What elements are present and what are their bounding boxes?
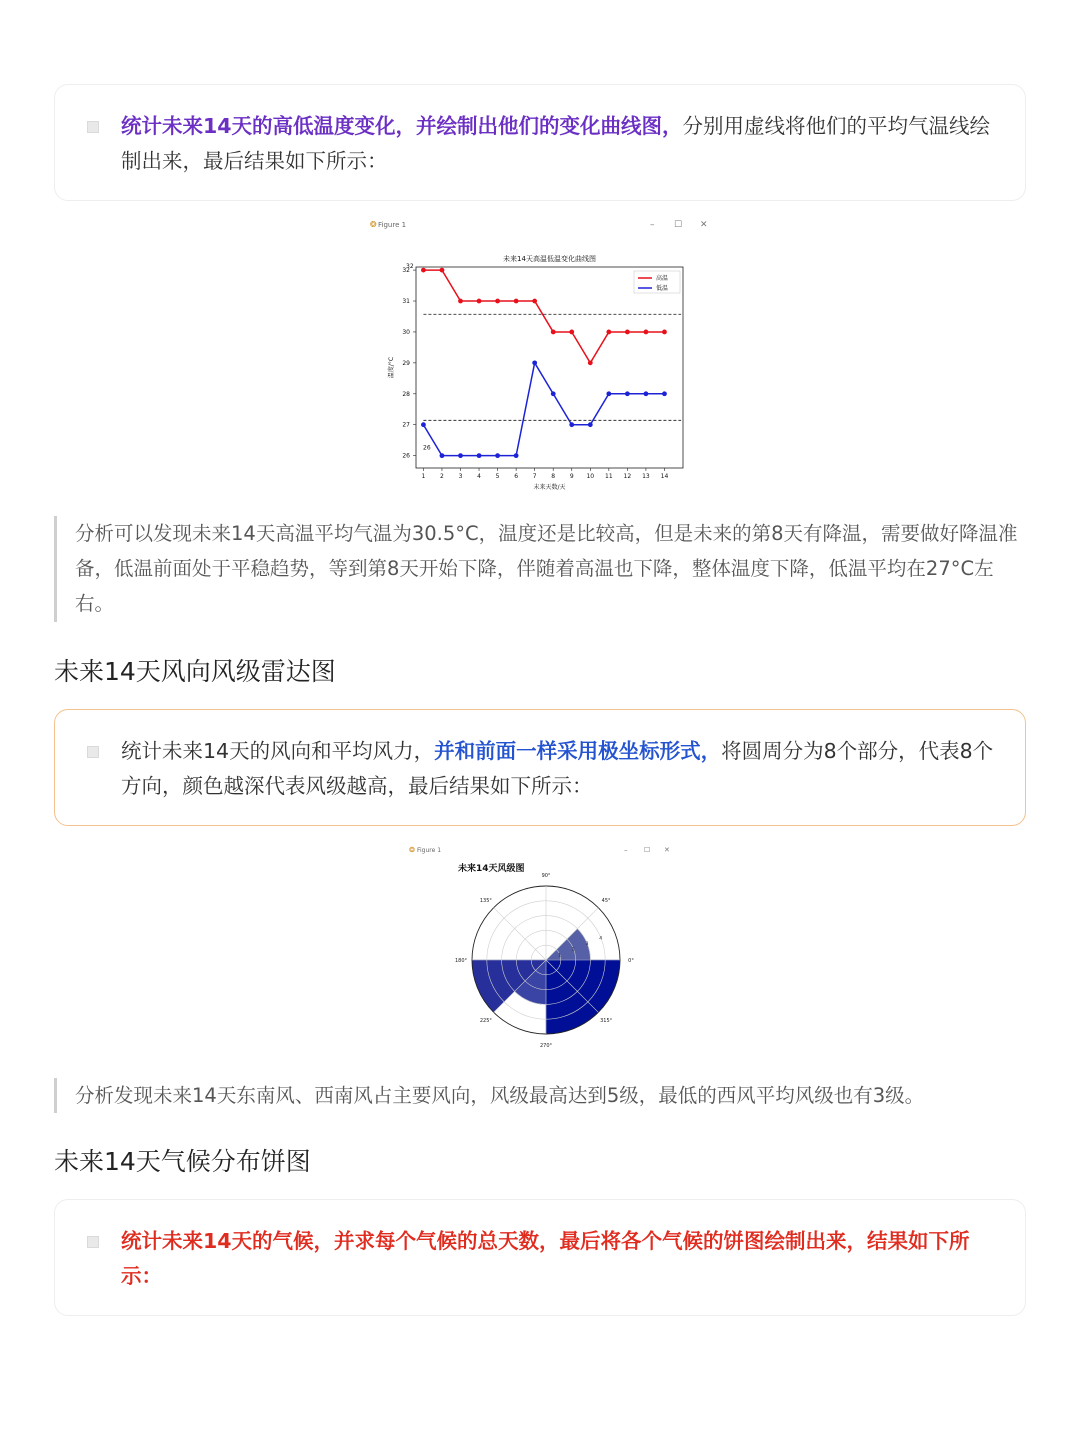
figure-title: Figure 1: [378, 221, 407, 229]
data-point: [421, 268, 426, 273]
radial-tick-label: 4: [599, 936, 603, 942]
data-point: [588, 422, 593, 427]
series-line-0: [423, 270, 664, 363]
data-point: [662, 330, 667, 335]
angle-label: 315°: [600, 1018, 613, 1025]
x-tick-label: 4: [477, 473, 481, 480]
x-tick-label: 3: [458, 473, 463, 480]
data-point: [495, 453, 500, 458]
y-axis-label: 温度/°C: [388, 356, 395, 379]
data-point: [569, 330, 574, 335]
section-heading-wind: 未来14天风向风级雷达图: [54, 657, 336, 686]
polar-chart: [406, 842, 676, 1054]
angle-label: 270°: [539, 1043, 553, 1049]
close-button[interactable]: ✕: [664, 846, 670, 854]
data-point: [514, 299, 519, 304]
note-text: [121, 109, 995, 179]
note-card-temperature: [54, 84, 1026, 201]
y-tick-label: 32: [402, 267, 410, 275]
data-point: [644, 391, 649, 396]
note-text: [121, 1224, 995, 1294]
data-point: [532, 299, 537, 304]
data-point: [588, 360, 593, 365]
bullet-icon: [87, 746, 99, 758]
data-point: [458, 299, 463, 304]
figure-app-icon: ❂: [370, 220, 377, 229]
annotation-max: 32: [406, 263, 414, 271]
data-point: [477, 453, 482, 458]
close-button[interactable]: ✕: [700, 220, 708, 230]
data-point: [569, 422, 574, 427]
y-tick-label: 30: [402, 328, 410, 336]
x-tick-label: 11: [605, 473, 613, 480]
figure-app-icon: ❂: [409, 846, 415, 854]
maximize-button[interactable]: ☐: [674, 220, 683, 230]
highlight-text: 统计未来14天的高低温度变化，并绘制出他们的变化曲线图，: [121, 114, 683, 138]
analysis-quote-wind: 分析发现未来14天东南风、西南风占主要风向，风级最高达到5级，最低的西风平均风级也有3级。: [54, 1078, 1026, 1113]
x-tick-label: 6: [514, 473, 519, 480]
data-point: [606, 391, 611, 396]
angle-label: 45°: [601, 897, 611, 904]
legend-label: 高温: [656, 275, 669, 282]
data-point: [551, 330, 556, 335]
data-point: [495, 299, 500, 304]
angle-label: 225°: [479, 1018, 492, 1025]
y-tick-label: 26: [402, 452, 410, 460]
x-tick-label: 13: [642, 473, 650, 480]
body-text: 分别用虚线将他们的平均气温线绘制出来，最后结果如下所示：: [121, 114, 991, 173]
figure-title: Figure 1: [417, 847, 442, 854]
data-point: [421, 422, 426, 427]
x-tick-label: 8: [551, 473, 556, 480]
highlight-text: 统计未来14天的气候，并求每个气候的总天数，最后将各个气候的饼图绘制出来，结果如下所示：: [121, 1229, 970, 1288]
section-heading-climate: 未来14天气候分布饼图: [54, 1147, 311, 1176]
data-point: [458, 453, 463, 458]
x-tick-label: 10: [586, 473, 595, 480]
angle-label: 90°: [541, 873, 551, 879]
plot-frame: [416, 267, 683, 468]
x-tick-label: 2: [440, 473, 444, 480]
data-point: [440, 453, 445, 458]
x-tick-label: 9: [569, 473, 574, 480]
x-tick-label: 12: [623, 473, 632, 480]
data-point: [625, 391, 630, 396]
minimize-button[interactable]: –: [650, 220, 655, 230]
series-line-1: [423, 363, 664, 456]
bullet-icon: [87, 121, 99, 133]
note-text: [121, 734, 995, 804]
data-point: [662, 391, 667, 396]
data-point: [477, 299, 482, 304]
chart-title: 未来14天高温低温变化曲线图: [503, 255, 596, 263]
x-axis-label: 未来天数/天: [533, 484, 566, 491]
radial-tick-label: 1: [558, 953, 562, 959]
wind-sector-0: [546, 929, 590, 960]
note-card-climate: [54, 1199, 1026, 1316]
body-text: 将圆周分为8个部分，代表8个方向，颜色越深代表风级越高，最后结果如下所示：: [121, 739, 994, 798]
radial-tick-label: 3: [585, 942, 589, 948]
angle-label: 135°: [479, 897, 492, 904]
data-point: [551, 391, 556, 396]
data-point: [514, 453, 519, 458]
y-tick-label: 31: [402, 298, 410, 306]
figure-window-line: [366, 215, 716, 500]
bullet-icon: [87, 1236, 99, 1248]
y-tick-label: 27: [402, 421, 410, 429]
data-point: [606, 330, 611, 335]
x-tick-label: 14: [660, 473, 669, 480]
angle-label: 0°: [628, 958, 634, 964]
line-chart: [366, 215, 716, 500]
x-tick-label: 7: [532, 473, 537, 480]
annotation-min: 26: [423, 444, 431, 452]
figure-window-polar: [406, 842, 676, 1054]
analysis-quote-temperature: 分析可以发现未来14天高温平均气温为30.5°C，温度还是比较高，但是未来的第8天有降温，需要做好降温准备，低温前面处于平稳趋势，等到第8天开始下降，伴随着高温也下降，整体温度下降，低温平均在27°C左右。: [54, 516, 1026, 622]
radial-tick-label: 2: [571, 947, 575, 953]
body-text: 统计未来14天的风向和平均风力，: [121, 739, 435, 763]
minimize-button[interactable]: –: [624, 846, 628, 854]
maximize-button[interactable]: ☐: [644, 846, 651, 854]
highlight-text: 并和前面一样采用极坐标形式，: [434, 739, 722, 763]
angle-label: 180°: [454, 958, 468, 964]
x-tick-label: 5: [495, 473, 500, 480]
data-point: [532, 360, 537, 365]
y-tick-label: 28: [402, 390, 410, 398]
chart-title: 未来14天风级图: [458, 864, 525, 874]
data-point: [440, 268, 445, 273]
note-card-wind: [54, 709, 1026, 826]
y-tick-label: 29: [402, 359, 410, 367]
angle-gridline: [494, 908, 546, 960]
data-point: [625, 330, 630, 335]
x-tick-label: 1: [421, 473, 426, 480]
legend-label: 低温: [656, 285, 669, 292]
data-point: [644, 330, 649, 335]
